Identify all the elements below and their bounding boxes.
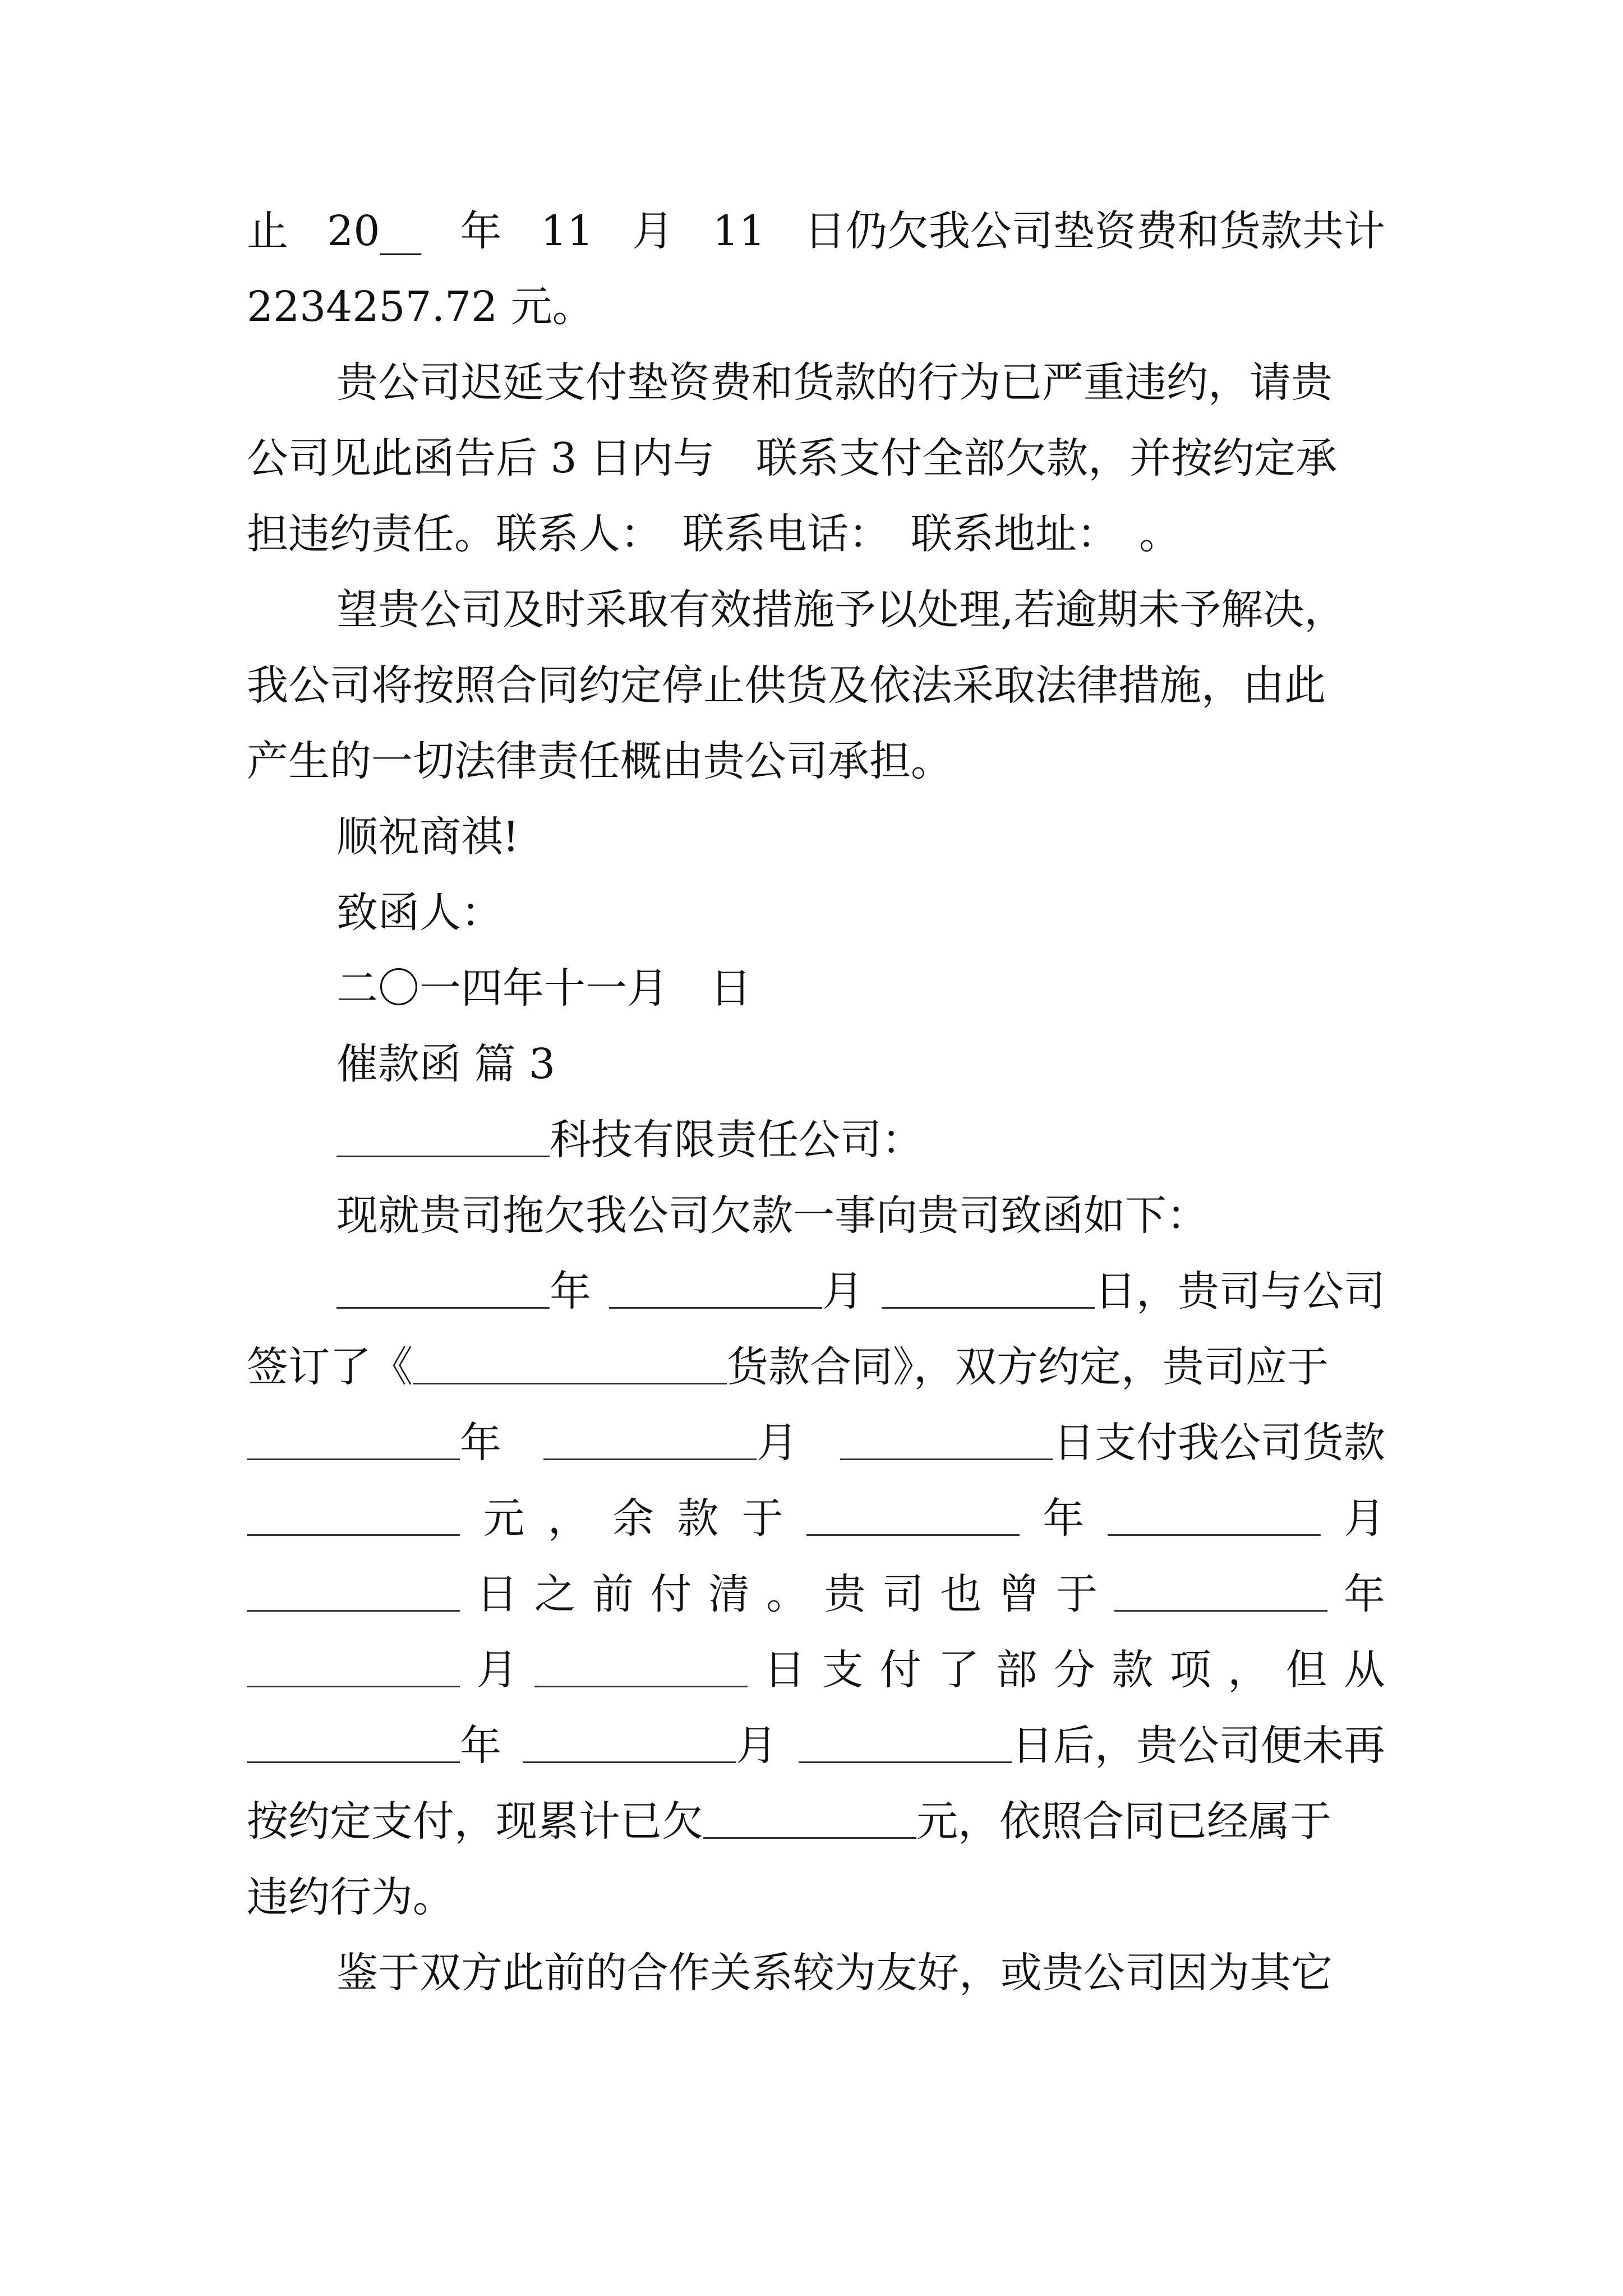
text-segment: 日 <box>476 1570 518 1618</box>
text-segment: 了 <box>938 1646 980 1694</box>
text-segment: 也 <box>940 1570 982 1618</box>
paragraph-line: 贵公司迟延支付垫资费和货款的行为已严重违约，请贵 <box>336 358 1332 407</box>
fill-blank <box>336 1268 550 1309</box>
paragraph-line <box>247 1642 1385 1698</box>
text-segment: 年 <box>460 1419 501 1467</box>
section-title: 催款函 篇 3 <box>336 1040 556 1088</box>
paragraph-line <box>247 203 1385 259</box>
sender-label: 致函人： <box>336 889 502 937</box>
text-segment: 于 <box>741 1494 783 1543</box>
fill-blank <box>336 1116 550 1157</box>
paragraph-line <box>247 1415 1385 1471</box>
text-segment: 款 <box>1112 1646 1154 1694</box>
letter-date: 二〇一四年十一月 日 <box>336 964 751 1013</box>
paragraph-line <box>336 1263 1385 1319</box>
text-segment: 前 <box>592 1570 634 1618</box>
text-segment: 之 <box>534 1570 576 1618</box>
fill-blank <box>247 1646 460 1687</box>
text-segment: 月 <box>632 207 674 255</box>
paragraph-line: 公司见此函告后 3 日内与 联系支付全部欠款，并按约定承 <box>247 434 1338 482</box>
closing-greeting: 顺祝商祺! <box>336 813 519 861</box>
text-segment: 月 <box>736 1722 777 1770</box>
paragraph-line: 担违约责任。联系人： 联系电话： 联系地址： 。 <box>247 510 1181 558</box>
text-segment: 曾 <box>998 1570 1040 1618</box>
paragraph-line <box>247 1793 1385 1849</box>
fill-blank <box>840 1419 1053 1460</box>
fill-blank <box>882 1268 1095 1309</box>
text-segment: 年 <box>550 1267 591 1315</box>
paragraph-line <box>247 1566 1385 1622</box>
text-segment: 清 <box>708 1570 750 1618</box>
text-segment: 货款合同》，双方约定，贵司应于 <box>727 1343 1329 1391</box>
paragraph-line: 现就贵司拖欠我公司欠款一事向贵司致函如下： <box>336 1191 1208 1240</box>
text-segment: 从 <box>1343 1646 1385 1694</box>
text-segment: 月 <box>1343 1494 1385 1543</box>
text-segment: 月 <box>476 1646 518 1694</box>
text-segment: 签订了《 <box>247 1343 413 1391</box>
fill-blank <box>806 1495 1020 1536</box>
fill-blank <box>413 1343 727 1384</box>
text-segment: 余 <box>612 1494 654 1543</box>
fill-blank <box>1114 1571 1327 1612</box>
text-segment: ， <box>1228 1646 1270 1694</box>
text-segment: 但 <box>1285 1646 1327 1694</box>
text-segment: 日支付我公司货款 <box>1053 1419 1385 1467</box>
text-segment: 司 <box>882 1570 924 1618</box>
fill-blank <box>247 1419 460 1460</box>
text-segment: 止 <box>247 207 288 255</box>
fill-blank <box>609 1268 822 1309</box>
paragraph-line: 产生的一切法律责任概由贵公司承担。 <box>247 737 952 785</box>
text-segment: 11 <box>540 207 594 255</box>
text-segment: 20__ <box>327 207 422 255</box>
text-segment: ， <box>547 1494 589 1543</box>
fill-blank <box>247 1495 460 1536</box>
text-segment: 月 <box>757 1419 798 1467</box>
text-segment: 支 <box>822 1646 864 1694</box>
paragraph-line <box>247 1339 1385 1395</box>
paragraph-line: 望贵公司及时采取有效措施予以处理,若逾期未予解决， <box>336 586 1346 634</box>
text-segment: 按约定支付，现累计已欠 <box>247 1797 703 1846</box>
paragraph-line: 鉴于双方此前的合作关系较为友好，或贵公司因为其它 <box>336 1949 1332 1997</box>
text-segment: 年 <box>460 207 502 255</box>
fill-blank <box>247 1571 460 1612</box>
fill-blank <box>1108 1495 1321 1536</box>
paragraph-line <box>247 1490 1385 1547</box>
text-segment: 日后，贵公司便未再 <box>1012 1722 1385 1770</box>
text-segment: 。 <box>766 1570 808 1618</box>
text-segment: 分 <box>1054 1646 1095 1694</box>
fill-blank <box>247 1722 460 1763</box>
fill-blank <box>534 1646 748 1687</box>
text-segment: 款 <box>677 1494 719 1543</box>
text-segment: 贵 <box>824 1570 866 1618</box>
text-segment: 日仍欠我公司垫资费和货款共计 <box>804 207 1385 255</box>
text-segment: 于 <box>1056 1570 1098 1618</box>
paragraph-line: 违约行为。 <box>247 1873 454 1921</box>
text-segment: 日 <box>764 1646 806 1694</box>
addressee-line <box>336 1112 1385 1168</box>
text-segment: 付 <box>879 1646 921 1694</box>
text-segment: 年 <box>1343 1570 1385 1618</box>
text-segment: 项 <box>1169 1646 1211 1694</box>
text-segment: 元 <box>483 1494 525 1543</box>
text-segment: 元，依照合同已经属于 <box>916 1797 1331 1846</box>
paragraph-line <box>247 1718 1385 1774</box>
text-segment: 11 <box>712 207 766 255</box>
text-segment: 年 <box>460 1722 501 1770</box>
text-segment: 部 <box>995 1646 1038 1694</box>
text-segment: 日，贵司与公司 <box>1095 1267 1385 1315</box>
text-segment: 年 <box>1043 1494 1085 1543</box>
text-segment: 付 <box>650 1570 692 1618</box>
text-segment: 月 <box>822 1267 864 1315</box>
fill-blank <box>523 1722 736 1763</box>
fill-blank <box>799 1722 1012 1763</box>
addressee-text: 科技有限责任公司： <box>550 1116 923 1164</box>
paragraph-line: 我公司将按照合同约定停止供货及依法采取法律措施，由此 <box>247 661 1326 710</box>
fill-blank <box>703 1798 916 1839</box>
fill-blank <box>543 1419 757 1460</box>
paragraph-line: 2234257.72 元。 <box>247 283 594 331</box>
